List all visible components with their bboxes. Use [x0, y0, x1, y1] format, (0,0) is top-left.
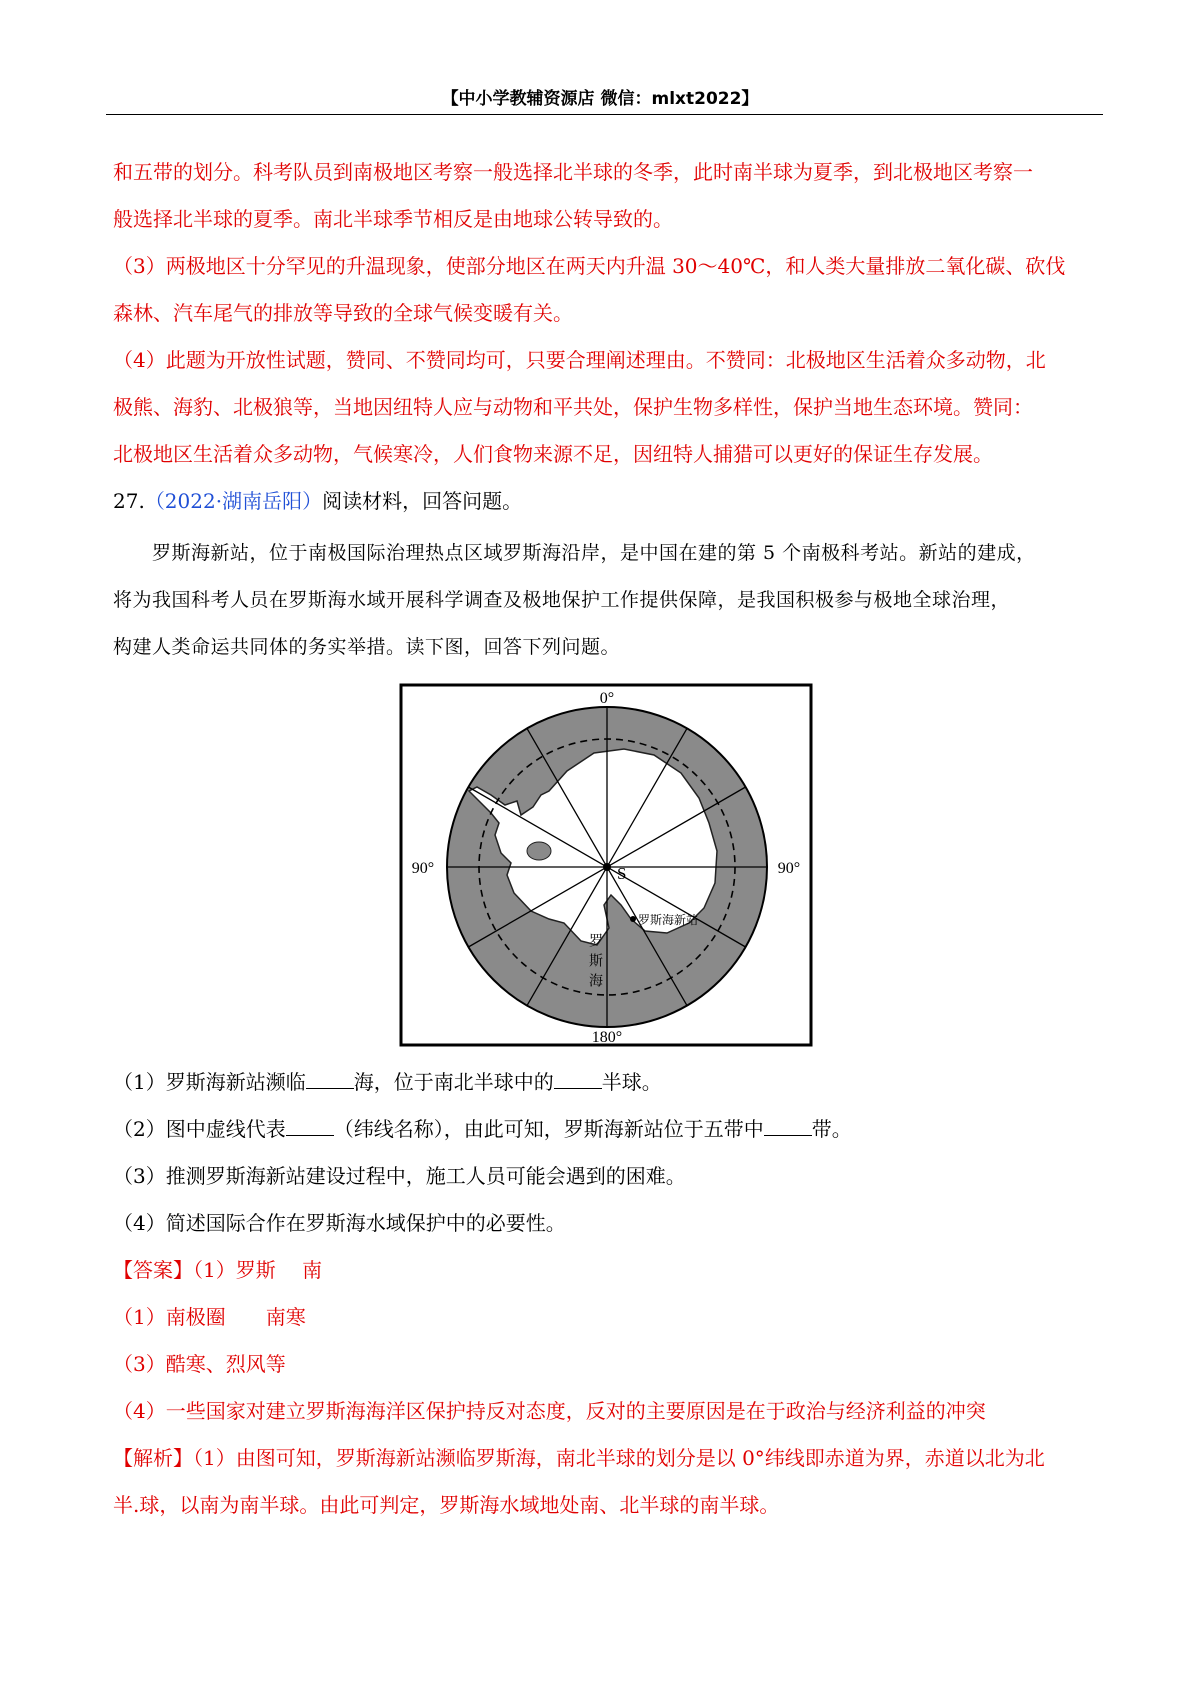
- answer-line-3: （3）酷寒、烈风等: [113, 1352, 286, 1376]
- blank-answer[interactable]: [306, 1070, 354, 1089]
- answer-line-2: （1）南极圈 南寒: [113, 1305, 306, 1329]
- south-pole-point: [603, 863, 611, 871]
- question-number: 27.: [113, 489, 145, 513]
- question-1-text: （1）罗斯海新站濒临: [113, 1070, 306, 1094]
- answer-cont-line: 和五带的划分。科考队员到南极地区考察一般选择北半球的冬季，此时南半球为夏季，到北极地区考察一: [113, 160, 1033, 184]
- question-1-text: 半球。: [601, 1070, 662, 1094]
- antarctica-map: [399, 683, 813, 1047]
- context-line: 构建人类命运共同体的务实举措。读下图，回答下列问题。: [113, 636, 621, 658]
- answer-cont-line: 森林、汽车尾气的排放等导致的全球气候变暖有关。: [113, 301, 573, 325]
- question-4: （4）简述国际合作在罗斯海水域保护中的必要性。: [113, 1211, 566, 1235]
- question-intro: 阅读材料，回答问题。: [322, 489, 523, 513]
- question-2-text: （2）图中虚线代表: [113, 1117, 286, 1141]
- answer-cont-line: （4）此题为开放性试题，赞同、不赞同均可，只要合理阐述理由。不赞同：北极地区生活着众多动物，北: [113, 348, 1046, 372]
- answer-text: （1）罗斯 南: [193, 1258, 323, 1282]
- blank-answer[interactable]: [286, 1117, 334, 1136]
- blank-answer[interactable]: [764, 1117, 812, 1136]
- question-3: （3）推测罗斯海新站建设过程中，施工人员可能会遇到的困难。: [113, 1164, 686, 1188]
- header-rule: [106, 114, 1103, 115]
- page-header: 【中小学教辅资源店 微信：mlxt2022】: [441, 89, 759, 109]
- question-2-text: （纬线名称），由此可知，罗斯海新站位于五带中: [333, 1117, 764, 1141]
- label-0deg: 0°: [599, 690, 615, 707]
- answer-cont-line: 北极地区生活着众多动物，气候寒冷，人们食物来源不足，因纽特人捕猎可以更好的保证生存发展。: [113, 442, 993, 466]
- blank-answer[interactable]: [554, 1070, 602, 1089]
- label-90deg-east: 90°: [777, 860, 801, 877]
- answer-tag: 【答案】: [113, 1258, 193, 1282]
- answer-cont-line: 般选择北半球的夏季。南北半球季节相反是由地球公转导致的。: [113, 207, 673, 231]
- label-90deg-west: 90°: [411, 860, 435, 877]
- analysis-line-2: 半.球，以南为南半球。由此可判定，罗斯海水域地处南、北半球的南半球。: [113, 1493, 780, 1517]
- answer-cont-line: （3）两极地区十分罕见的升温现象，使部分地区在两天内升温 30～40℃，和人类大量排放二氧化碳、砍伐: [113, 254, 1066, 278]
- context-line: 将为我国科考人员在罗斯海水域开展科学调查及极地保护工作提供保障，是我国积极参与极地全球治理，: [113, 589, 1011, 611]
- label-south-pole: S: [617, 864, 627, 883]
- question-2-text: 带。: [811, 1117, 852, 1141]
- question-2: [113, 1114, 1103, 1144]
- ice-shelf: [527, 842, 551, 860]
- question-1: [113, 1067, 1103, 1097]
- question-1-text: 海，位于南北半球中的: [353, 1070, 554, 1094]
- analysis-tag: 【解析】: [113, 1446, 193, 1470]
- label-station: 罗斯海新站: [638, 913, 699, 927]
- answer-line-1: [113, 1255, 1103, 1285]
- label-180deg: 180°: [591, 1029, 623, 1046]
- station-marker: [630, 916, 636, 922]
- context-line: 罗斯海新站，位于南极国际治理热点区域罗斯海沿岸，是中国在建的第 5 个南极科考站。新站的建成，: [152, 542, 1036, 564]
- answer-cont-line: 极熊、海豹、北极狼等，当地因纽特人应与动物和平共处，保护生物多样性，保护当地生态环境。赞同：: [113, 395, 1033, 419]
- question-27-title: [113, 486, 1103, 516]
- question-source: （2022·湖南岳阳）: [144, 489, 323, 513]
- analysis-text: （1）由图可知，罗斯海新站濒临罗斯海，南北半球的划分是以 0°纬线即赤道为界，赤道以北为北: [193, 1446, 1045, 1470]
- answer-line-4: （4）一些国家对建立罗斯海海洋区保护持反对态度，反对的主要原因是在于政治与经济利益的冲突: [113, 1399, 986, 1423]
- label-ross-sea: 罗斯海: [587, 933, 603, 993]
- analysis-line-1: [113, 1443, 1103, 1473]
